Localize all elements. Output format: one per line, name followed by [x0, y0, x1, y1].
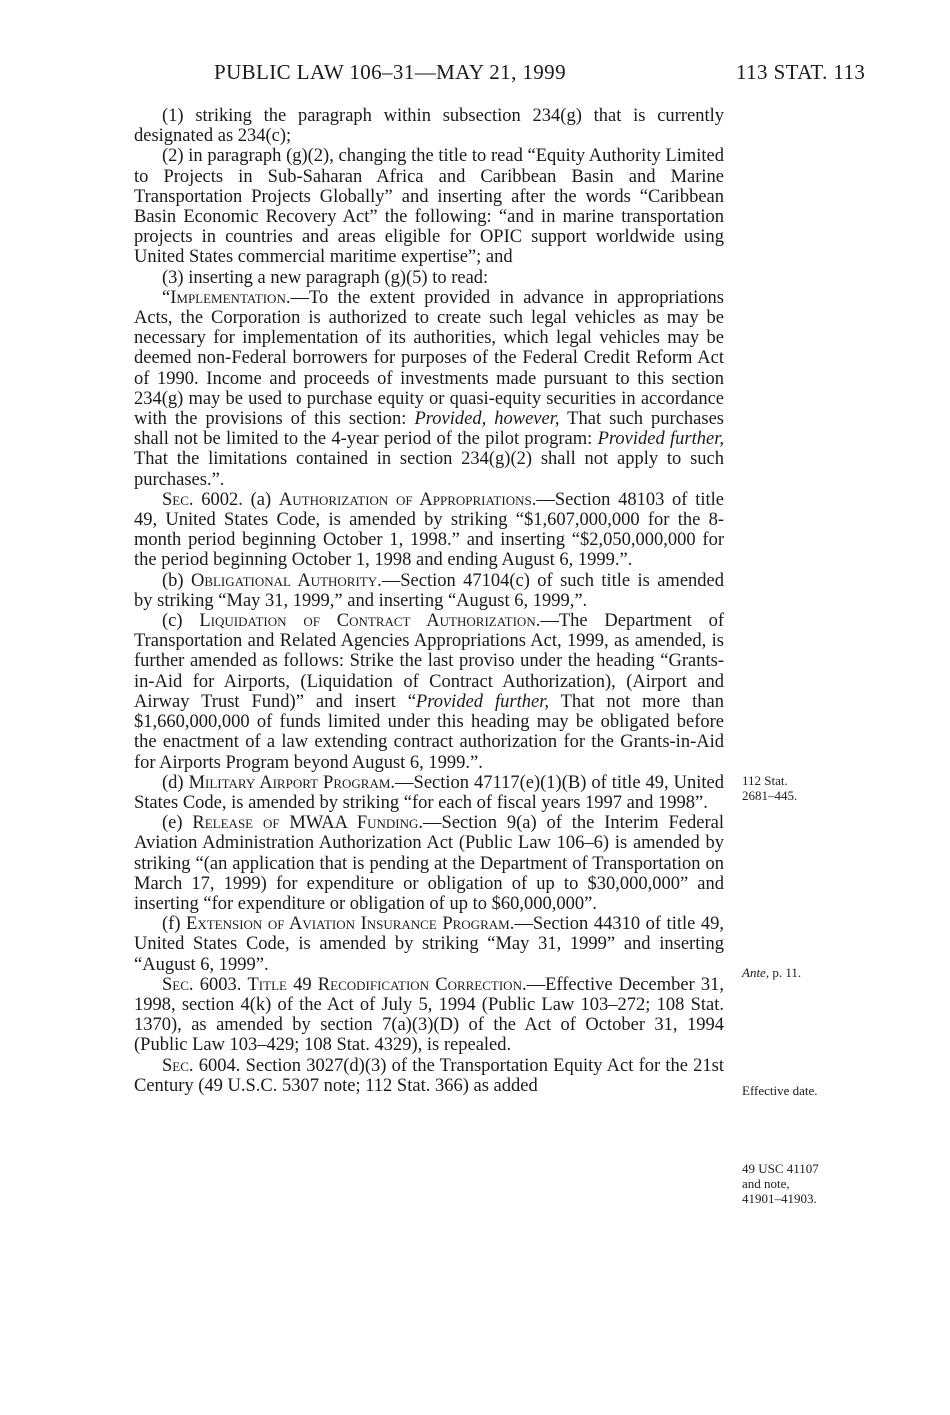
- text-segment: That such purchases shall not be limited to the 4-year period of the pilot program:: [134, 409, 724, 450]
- paragraph-p4: [134, 288, 724, 490]
- text-segment: (f): [162, 914, 187, 935]
- paragraph-p12: [134, 1056, 724, 1096]
- text-segment: .—To the extent provided in advance in appropriations Acts, the Corporation is authorized to create such legal vehicles as may be necessary for implementation of its authorities, which legal vehicles may be deemed non-Federal borrowers for purposes of the Federal Credit Reform Act of 1990. Income and proceeds of investments made pursuant to this section 234(g) may be used to purchase equity or quasi-equity securities in accordance with the provisions of this section:: [134, 287, 724, 430]
- text-segment: .—Section 44310 of title 49, United States Code, is amended by striking “May 31, 1999” and inserting “August 6, 1999”.: [134, 914, 724, 975]
- margin-note-effective-date: Effective date.: [742, 1083, 818, 1098]
- small-caps-text: Extension of Aviation Insurance Program: [186, 914, 510, 935]
- text-segment: .—Section 47104(c) of such title is amended by striking “May 31, 1999,” and inserting “August 6, 1999,”.: [134, 570, 724, 611]
- paragraph-p6: [134, 571, 724, 611]
- text-segment: (3) inserting a new paragraph (g)(5) to read:: [162, 267, 489, 288]
- text-segment: .—The Department of Transportation and Related Agencies Appropriations Act, 1999, as amended, is further amended as follows: Strike the last proviso under the heading “Grants-in-Aid for Airports, (Liquidation of Contract Authorization), (Airport and Airway Trust Fund)” and insert “: [134, 611, 725, 712]
- small-caps-text: Title 49 Recodification Correction: [247, 974, 522, 995]
- small-caps-text: Sec: [162, 489, 189, 510]
- text-segment: (e): [162, 813, 193, 834]
- text-segment: . 6002. (a): [188, 489, 279, 510]
- margin-note-ante: [742, 950, 852, 980]
- text-segment: That the limitations contained in section 234(g)(2) shall not apply to such purchases.”.: [134, 449, 724, 490]
- paragraph-p1: [134, 106, 724, 146]
- text-segment: .—Section 48103 of title 49, United States Code, is amended by striking “$1,607,000,000 for the 8-month period beginning October 1, 1998.” and inserting “$2,050,000,000 for the period beginning October 1, 1998 and ending August 6, 1999.”.: [134, 489, 724, 571]
- margin-note-usc-citation: 49 USC 41107 and note, 41901–41903.: [742, 1161, 819, 1206]
- italic-text: Provided further,: [415, 691, 549, 712]
- italic-text: Provided further,: [597, 429, 724, 450]
- small-caps-text: Sec: [162, 1055, 189, 1076]
- paragraph-p9: [134, 813, 724, 914]
- text-segment: .—Effective December 31, 1998, section 4(k) of the Act of July 5, 1994 (Public Law 103–272; 108 Stat. 1370), as amended by section 7(a)(3)(D) of the Act of October 31, 1994 (Public Law 103–429; 108 Stat. 4329), is repealed.: [134, 974, 725, 1056]
- text-segment: .—Section 47117(e)(1)(B) of title 49, United States Code, is amended by striking “for each of fiscal years 1997 and 1998”.: [134, 772, 724, 813]
- margin-note-ante-label: Ante,: [742, 965, 770, 980]
- margin-note-ante-page: p. 11.: [769, 965, 802, 980]
- paragraph-p7: [134, 611, 724, 773]
- small-caps-text: Sec: [162, 974, 189, 995]
- body-text: [134, 106, 724, 1096]
- paragraph-p2: [134, 146, 724, 267]
- paragraph-p10: [134, 914, 724, 975]
- text-segment: . 6003.: [188, 974, 248, 995]
- header-page-number: 113 STAT. 113: [736, 60, 866, 84]
- small-caps-text: Liquidation of Contract Authorization: [199, 611, 536, 632]
- text-segment: . 6004. Section 3027(d)(3) of the Transportation Equity Act for the 21st Century (49 U.S.C. 5307 note; 112 Stat. 366) as added: [134, 1055, 724, 1096]
- text-segment: (b): [162, 570, 191, 591]
- text-segment: (d): [162, 772, 189, 793]
- paragraph-p11: [134, 975, 724, 1056]
- small-caps-text: Obligational Authority: [190, 570, 378, 591]
- margin-note-stat-citation: 112 Stat. 2681–445.: [742, 773, 798, 803]
- small-caps-text: Implementation: [170, 287, 286, 308]
- text-segment: That not more than $1,660,000,000 of funds limited under this heading may be obligated before the enactment of a law extending contract authorization for the Grants-in-Aid for Airports Program beyond August 6, 1999.”.: [134, 691, 724, 773]
- small-caps-text: Release of MWAA Funding: [192, 813, 419, 834]
- text-segment: “: [162, 287, 171, 308]
- text-segment: (c): [162, 611, 200, 632]
- italic-text: Provided, however,: [414, 409, 560, 430]
- paragraph-p3: [134, 268, 724, 288]
- paragraph-p8: [134, 773, 724, 813]
- small-caps-text: Authorization of Appropriations: [278, 489, 532, 510]
- text-segment: (1) striking the paragraph within subsection 234(g) that is currently designated as 234(c);: [134, 106, 724, 147]
- paragraph-p5: [134, 490, 724, 571]
- page-header: [0, 60, 950, 90]
- text-segment: .—Section 9(a) of the Interim Federal Aviation Administration Authorization Act (Public Law 106–6) is amended by striking “(an application that is pending at the Department of Transportation on March 17, 1999) for expenditure or obligation of up to $30,000,000” and inserting “for expenditure or obligation of up to $60,000,000”.: [134, 813, 724, 914]
- header-title: PUBLIC LAW 106–31—MAY 21, 1999: [214, 60, 566, 84]
- small-caps-text: Military Airport Program: [188, 772, 391, 793]
- text-segment: (2) in paragraph (g)(2), changing the title to read “Equity Authority Limited to Projects in Sub-Saharan Africa and Caribbean Basin and Marine Transportation Projects Globally” and inserting after the words “Caribbean Basin Economic Recovery Act” the following: “and in marine transportation projects in countries and areas eligible for OPIC support worldwide using United States commercial maritime expertise”; and: [134, 146, 724, 268]
